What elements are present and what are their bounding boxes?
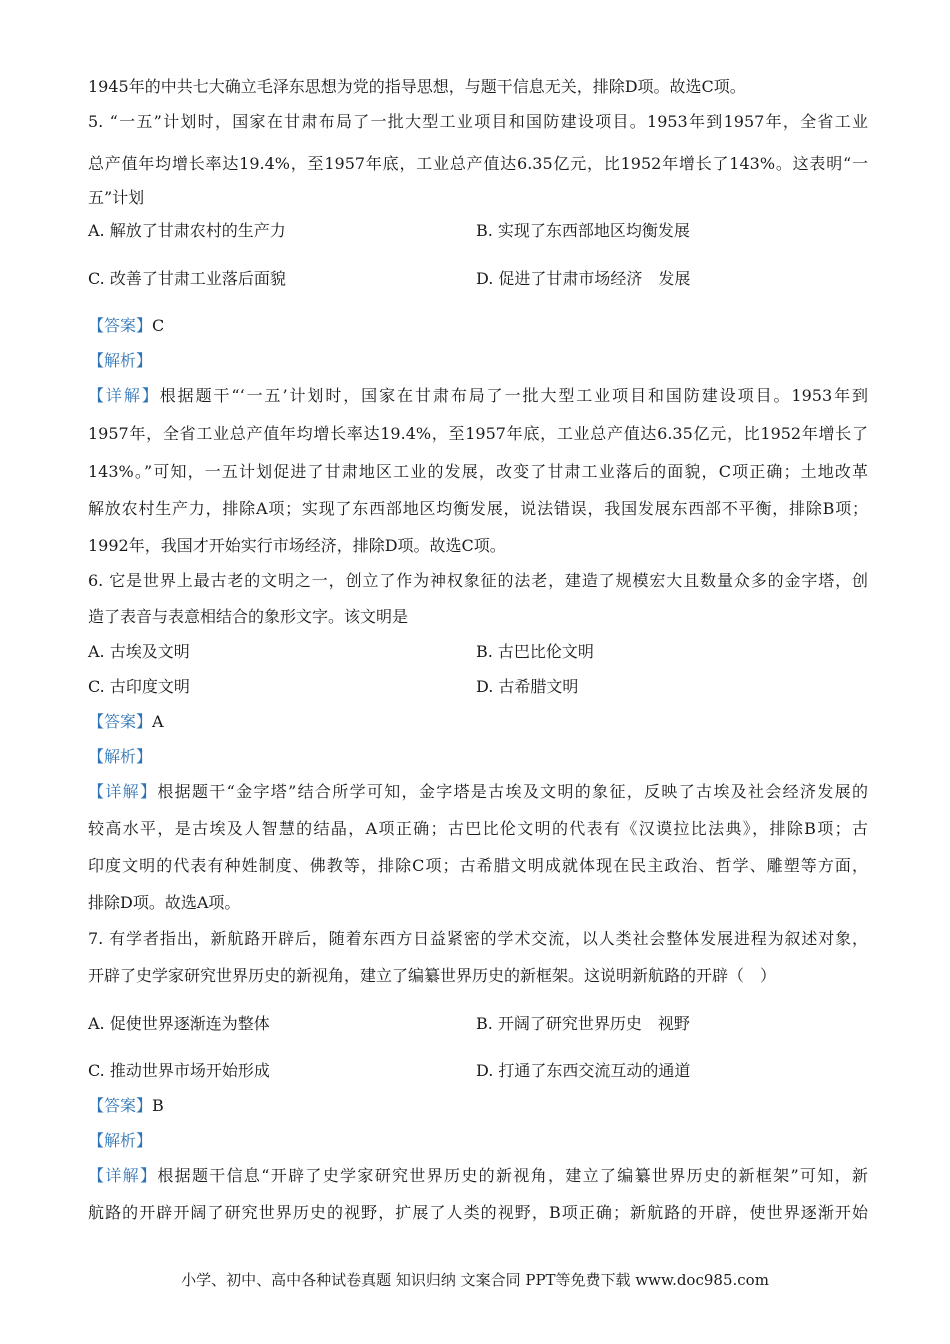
answer-value: B <box>152 1096 164 1115</box>
question-5-stem: 5. “一五”计划时，国家在甘肃布局了一批大型工业项目和国防建设项目。1953年到1957年，全省工业 <box>88 112 868 131</box>
option-a: A. 解放了甘肃农村的生产力 <box>88 221 286 240</box>
option-a: A. 促使世界逐渐连为整体 <box>88 1014 270 1033</box>
analysis-label: 【解析】 <box>88 1131 153 1150</box>
answer-line <box>88 711 164 733</box>
answer-value: C <box>152 316 165 335</box>
detail-label: 【详解】 <box>88 1166 158 1185</box>
answer-label: 【答案】 <box>88 1096 153 1115</box>
text-line: 1945年的中共七大确立毛泽东思想为党的指导思想，与题干信息无关，排除D项。故选C项。 <box>88 77 746 96</box>
answer-value: A <box>152 712 164 731</box>
analysis-label: 【解析】 <box>88 747 153 766</box>
option-c: C. 推动世界市场开始形成 <box>88 1061 270 1080</box>
page-footer: 小学、初中、高中各种试卷真题 知识归纳 文案合同 PPT等免费下载 www.doc985.com <box>181 1271 769 1289</box>
detail-line: 1992年，我国才开始实行市场经济，排除D项。故选C项。 <box>88 536 506 555</box>
question-5-stem: 五”计划 <box>88 188 145 207</box>
question-6-stem: 6. 它是世界上最古老的文明之一，创立了作为神权象征的法老，建造了规模宏大且数量众多的金字塔，创 <box>88 571 868 590</box>
option-c: C. 改善了甘肃工业落后面貌 <box>88 269 286 288</box>
detail-text: 根据题干“‘一五’计划时，国家在甘肃布局了一批大型工业项目和国防建设项目。1953年到 <box>159 386 868 405</box>
detail-text: 根据题干“金字塔”结合所学可知，金字塔是古埃及文明的象征，反映了古埃及社会经济发展的 <box>157 782 868 801</box>
analysis-label: 【解析】 <box>88 351 153 370</box>
answer-line <box>88 1095 164 1117</box>
detail-line: 排除D项。故选A项。 <box>88 893 241 912</box>
question-7-stem: 开辟了史学家研究世界历史的新视角，建立了编纂世界历史的新框架。这说明新航路的开辟（ ） <box>88 966 777 985</box>
detail-line: 1957年，全省工业总产值年均增长率达19.4%，至1957年底，工业总产值达6.35亿元，比1952年增长了 <box>88 424 868 443</box>
detail-label: 【详解】 <box>88 386 160 405</box>
detail-line: 较高水平，是古埃及人智慧的结晶，A项正确；古巴比伦文明的代表有《汉谟拉比法典》，排除B项；古 <box>88 819 868 838</box>
option-d: D. 古希腊文明 <box>476 677 579 696</box>
detail-line <box>88 781 868 803</box>
detail-line: 143%。”可知，一五计划促进了甘肃地区工业的发展，改变了甘肃工业落后的面貌，C项正确；土地改革 <box>88 462 868 481</box>
detail-line: 印度文明的代表有种姓制度、佛教等，排除C项；古希腊文明成就体现在民主政治、哲学、雕塑等方面， <box>88 856 868 875</box>
detail-line: 航路的开辟开阔了研究世界历史的视野，扩展了人类的视野，B项正确；新航路的开辟，使世界逐渐开始 <box>88 1203 868 1222</box>
detail-label: 【详解】 <box>88 782 158 801</box>
detail-line <box>88 1165 868 1187</box>
detail-line: 解放农村生产力，排除A项；实现了东西部地区均衡发展，说法错误，我国发展东西部不平衡，排除B项； <box>88 499 868 518</box>
option-d: D. 打通了东西交流互动的通道 <box>476 1061 691 1080</box>
option-d: D. 促进了甘肃市场经济 发展 <box>476 269 691 288</box>
answer-line <box>88 315 164 337</box>
question-6-stem: 造了表音与表意相结合的象形文字。该文明是 <box>88 607 409 626</box>
answer-label: 【答案】 <box>88 712 153 731</box>
option-b: B. 开阔了研究世界历史 视野 <box>476 1014 690 1033</box>
option-a: A. 古埃及文明 <box>88 642 190 661</box>
option-c: C. 古印度文明 <box>88 677 190 696</box>
question-5-stem: 总产值年均增长率达19.4%，至1957年底，工业总产值达6.35亿元，比1952年增长了143%。这表明“一 <box>88 154 868 173</box>
option-b: B. 实现了东西部地区均衡发展 <box>476 221 690 240</box>
detail-text: 根据题干信息“开辟了史学家研究世界历史的新视角，建立了编纂世界历史的新框架”可知，新 <box>157 1166 868 1185</box>
answer-label: 【答案】 <box>88 316 153 335</box>
detail-line <box>88 385 868 407</box>
option-b: B. 古巴比伦文明 <box>476 642 594 661</box>
question-7-stem: 7. 有学者指出，新航路开辟后，随着东西方日益紧密的学术交流，以人类社会整体发展进程为叙述对象， <box>88 929 868 948</box>
